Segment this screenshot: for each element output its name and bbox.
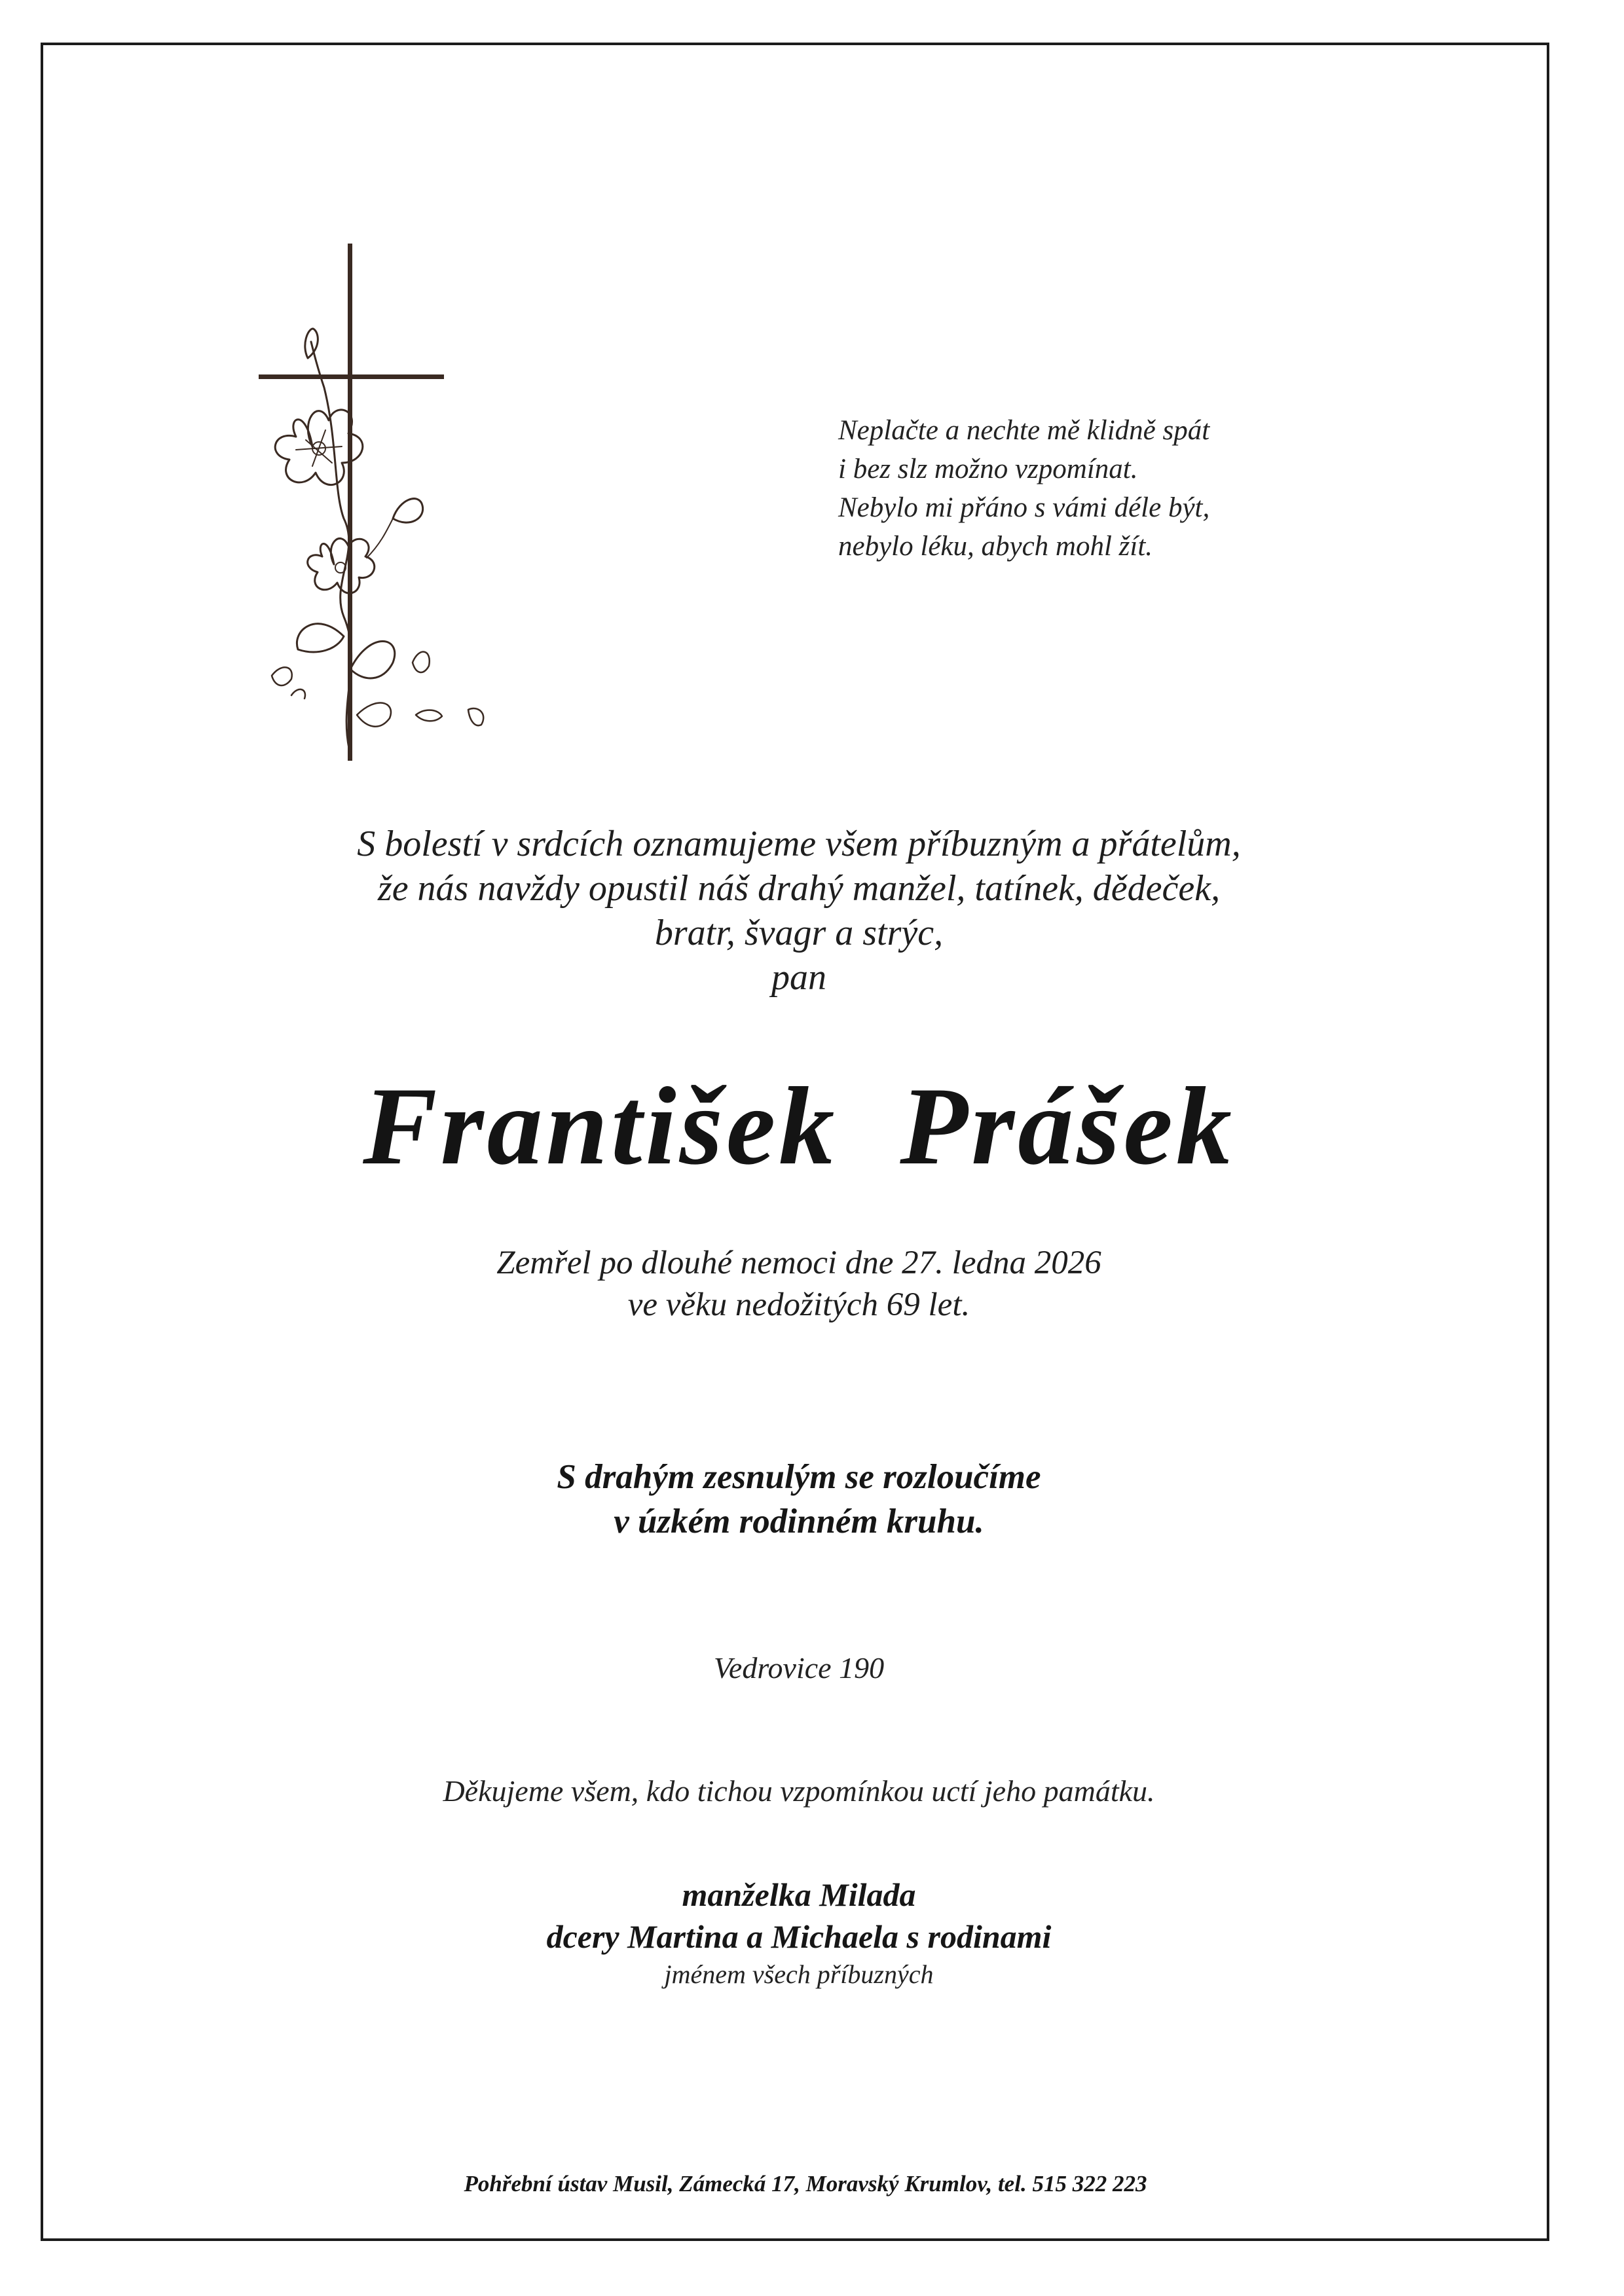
deceased-name: František Prášek — [363, 1065, 1235, 1188]
mourner-line: manželka Milada — [682, 1876, 916, 1913]
address: Vedrovice 190 — [713, 1651, 885, 1685]
thanks-line: Děkujeme všem, kdo tichou vzpomínkou uctí jeho památku. — [443, 1774, 1155, 1808]
announcement-line: že nás navždy opustil náš drahý manžel, tatínek, dědeček, — [377, 868, 1221, 909]
farewell-line: v úzkém rodinném kruhu. — [614, 1503, 984, 1540]
announcement-line: pan — [771, 957, 826, 998]
cross-with-flowers-icon — [252, 244, 507, 767]
farewell-notice — [0, 1455, 1598, 1544]
poem-line: Neplačte a nechte mě klidně spát — [838, 415, 1210, 446]
announcement-line: S bolestí v srdcích oznamujeme všem příbuzným a přátelům, — [357, 824, 1241, 864]
poem-line: nebylo léku, abych mohl žít. — [838, 531, 1153, 562]
poem-line: i bez slz možno vzpomínat. — [838, 454, 1138, 484]
death-info-line: Zemřel po dlouhé nemoci dne 27. ledna 2026 — [496, 1245, 1101, 1281]
announcement — [0, 822, 1598, 1000]
mourners-note: jménem všech příbuzných — [664, 1959, 934, 1989]
poem-line: Nebylo mi přáno s vámi déle být, — [838, 492, 1210, 523]
poem — [838, 411, 1362, 566]
farewell-line: S drahým zesnulým se rozloučíme — [557, 1458, 1041, 1496]
funeral-home-footer: Pohřební ústav Musil, Zámecká 17, Moravský Krumlov, tel. 515 322 223 — [464, 2171, 1147, 2196]
mourners — [0, 1874, 1598, 1958]
death-info-line: ve věku nedožitých 69 let. — [627, 1286, 970, 1323]
death-info — [0, 1242, 1598, 1326]
mourner-line: dcery Martina a Michaela s rodinami — [546, 1918, 1052, 1955]
announcement-line: bratr, švagr a strýc, — [654, 913, 944, 953]
